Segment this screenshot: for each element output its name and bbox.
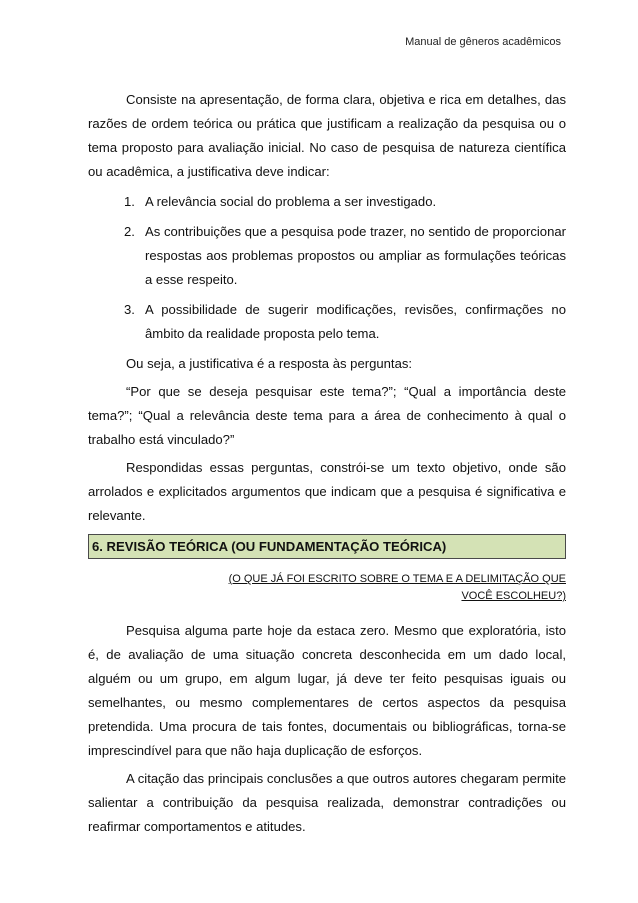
- paragraph-respondidas: Respondidas essas perguntas, constrói-se um texto objetivo, onde são arrolados e explicitados argumentos que indicam que a pesquisa é significativa e relevante.: [88, 460, 566, 523]
- list-item: [88, 220, 566, 292]
- list-item: [88, 190, 566, 214]
- list-item-text: A relevância social do problema a ser investigado.: [145, 194, 437, 209]
- list-item-number: 1.: [124, 194, 135, 209]
- document-body: [88, 88, 566, 843]
- paragraph-ou-seja: Ou seja, a justificativa é a resposta às perguntas:: [126, 356, 413, 371]
- page-header: Manual de gêneros acadêmicos: [405, 36, 561, 48]
- list-item-text: A possibilidade de sugerir modificações, revisões, confirmações no âmbito da realidade proposta pelo tema.: [145, 302, 566, 341]
- section-heading: 6. REVISÃO TEÓRICA (OU FUNDAMENTAÇÃO TEÓRICA): [88, 534, 566, 559]
- list-item-text: As contribuições que a pesquisa pode trazer, no sentido de proporcionar respostas aos problemas propostos ou ampliar as formulações teóricas a esse respeito.: [145, 224, 566, 287]
- paragraph-citacao: A citação das principais conclusões a que outros autores chegaram permite salientar a contribuição da pesquisa realizada, demonstrar contradições ou reafirmar comportamentos e atitudes.: [88, 771, 566, 834]
- paragraph-intro: Consiste na apresentação, de forma clara, objetiva e rica em detalhes, das razões de ordem teórica ou prática que justificam a realização da pesquisa ou o tema proposto para avaliação inicial. No caso de pesquisa de natureza científica ou acadêmica, a justificativa deve indicar:: [88, 92, 566, 179]
- list-item-number: 2.: [124, 224, 135, 239]
- paragraph-perguntas: “Por que se deseja pesquisar este tema?”; “Qual a importância deste tema?”; “Qual a relevância deste tema para a área de conhecimento à qual o trabalho está vinculado?”: [88, 384, 566, 447]
- list-item: [88, 298, 566, 346]
- justification-list: [88, 190, 566, 346]
- subtitle-line: VOCÊ ESCOLHEU?): [461, 590, 566, 602]
- list-item-number: 3.: [124, 302, 135, 317]
- subtitle-line: (O QUE JÁ FOI ESCRITO SOBRE O TEMA E A DELIMITAÇÃO QUE: [228, 573, 566, 585]
- paragraph-pesquisa: Pesquisa alguma parte hoje da estaca zero. Mesmo que exploratória, isto é, de avaliação de uma situação concreta desconhecida em um dado local, alguém ou um grupo, em algum lugar, já deve ter feito pesquisas iguais ou semelhantes, ou mesmo complementares de certos aspectos da pesquisa pretendida. Uma procura de tais fontes, documentais ou bibliográficas, torna-se imprescindível para que não haja duplicação de esforços.: [88, 623, 566, 758]
- section-subtitle: [88, 571, 566, 605]
